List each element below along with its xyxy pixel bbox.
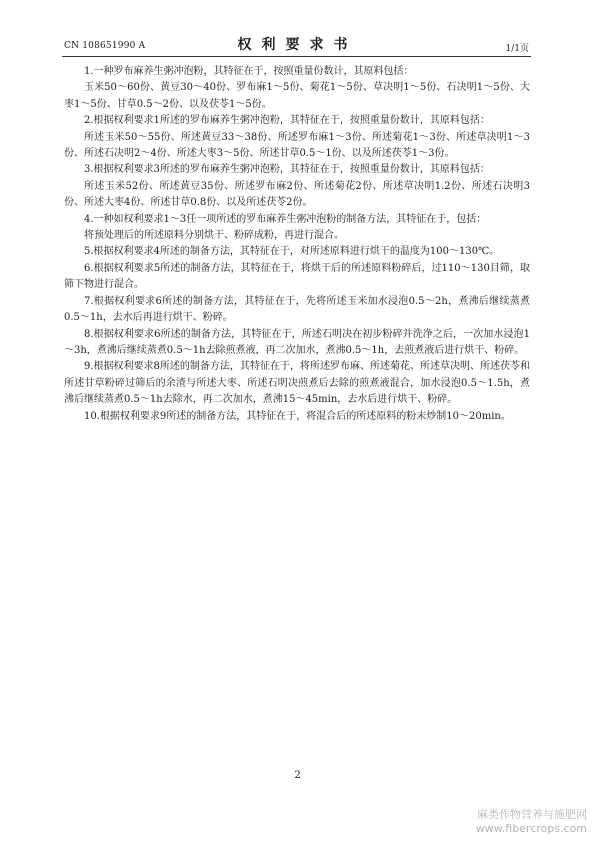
claim-4-intro: 4.一种如权利要求1～3任一项所述的罗布麻养生粥冲泡粉的制备方法，其特征在于，包括：: [84, 213, 487, 225]
claim-7: 7.根据权利要求6所述的制备方法，其特征在于，先将所述玉米加水浸泡0.5～2h，煮沸后继续蒸煮0.5～1h，去水后再进行烘干、粉碎。: [64, 295, 530, 324]
watermark-site-name: 麻类作物营养与施肥网: [477, 808, 587, 821]
patent-number: CN 108651990 A: [64, 41, 146, 51]
claim-9: 9.根据权利要求8所述的制备方法，其特征在于，将所述罗布麻、所述菊花、所述草决明、所述茯苓和所述甘草粉碎过筛后的余渣与所述大枣、所述石明决煎煮后去除的煎煮液混合，加水浸泡0.5～1.5h，煮沸后继续蒸煮0.5～1h去除水，再二次加水，煮沸15～45min，去水后进行烘干、粉碎。: [64, 361, 530, 406]
page-header: [0, 0, 595, 60]
claim-1-body: 玉米50～60份、黄豆30～40份、罗布麻1～5份、菊花1～5份、草决明1～5份、石决明1～5份、大枣1～5份、甘草0.5～2份、以及茯苓1～5份。: [64, 82, 530, 110]
claim-5: 5.根据权利要求4所述的制备方法，其特征在于，对所述原料进行烘干的温度为100～130℃。: [84, 246, 500, 258]
page-count: 1/1页: [505, 44, 529, 54]
claim-6: 6.根据权利要求5所述的制备方法，其特征在于，将烘干后的所述原料粉碎后，过110～130目筛，取筛下物进行混合。: [64, 262, 530, 291]
claim-10: 10.根据权利要求9所述的制备方法，其特征在于，将混合后的所述原料的粉末炒制10～20min。: [84, 410, 511, 422]
claim-1-intro: 1.一种罗布麻养生粥冲泡粉，其特征在于，按照重量份数计，其原料包括：: [84, 66, 414, 77]
claims-body: [64, 64, 530, 425]
watermark-url: www.fibercrops.com: [475, 822, 587, 835]
claim-3-intro: 3.根据权利要求3所述的罗布麻养生粥冲泡粉，其特征在于，按照重量份数计，其原料包括：: [84, 164, 490, 176]
claim-3-body: 所述玉米52份、所述黄豆35份、所述罗布麻2份、所述菊花2份、所述草决明1.2份、所述石决明3份、所述大枣4份、所述甘草0.8份、以及所述茯苓2份。: [64, 180, 530, 209]
claim-2-body: 所述玉米50～55份、所述黄豆33～38份、所述罗布麻1～3份、所述菊花1～3份、所述草决明1～3份、所述石决明2～4份、所述大枣3～5份、所述甘草0.5～1份、以及所述茯苓1～3份。: [64, 131, 530, 160]
page-number: 2: [294, 770, 301, 781]
claim-8: 8.根据权利要求6所述的制备方法，其特征在于，所述石明决在初步粉碎并洗净之后，一次加水浸泡1～3h，煮沸后继续蒸煮0.5～1h去除煎煮液，再二次加水，煮沸0.5～1h，去煎煮液后进行烘干、粉碎。: [64, 328, 530, 356]
claim-4-body: 将预处理后的所述原料分别烘干、粉碎成粉，再进行混合。: [84, 230, 344, 242]
watermark: [476, 808, 587, 836]
page-title: 权利要求书: [237, 37, 358, 53]
claim-2-intro: 2.根据权利要求1所述的罗布麻养生粥冲泡粉，其特征在于，按照重量份数计，其原料包括：: [84, 115, 490, 127]
header-divider: [62, 56, 531, 57]
